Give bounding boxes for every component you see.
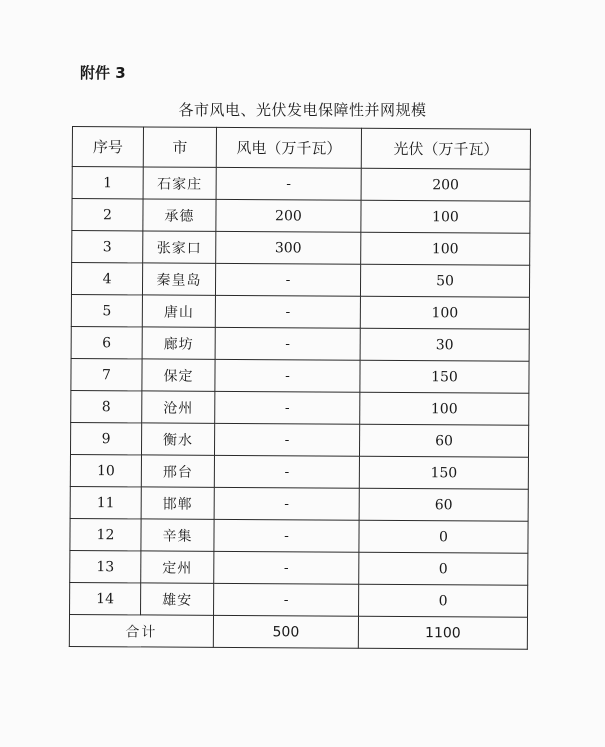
city-cell: 沧州 <box>142 391 215 423</box>
serial-number-cell: 2 <box>72 199 143 231</box>
solar-power-cell: 60 <box>359 424 528 457</box>
table-row <box>71 390 529 425</box>
total-wind: 500 <box>213 615 358 648</box>
wind-power-cell: - <box>214 519 359 552</box>
table-row <box>70 422 528 457</box>
wind-power-cell: - <box>215 263 360 296</box>
serial-number-cell: 3 <box>72 231 143 263</box>
city-cell: 定州 <box>141 551 214 583</box>
wind-power-cell: - <box>215 391 360 424</box>
serial-number-cell: 6 <box>71 326 142 358</box>
city-cell: 承德 <box>143 199 216 231</box>
city-cell: 邯郸 <box>141 487 214 519</box>
total-row <box>69 614 527 649</box>
table-header <box>72 127 530 170</box>
solar-power-cell: 50 <box>360 264 529 297</box>
serial-number-cell: 12 <box>70 518 141 550</box>
solar-power-cell: 150 <box>360 360 529 393</box>
document-title: 各市风电、光伏发电保障性并网规模 <box>178 101 427 119</box>
serial-number-cell: 5 <box>71 294 142 326</box>
solar-power-cell: 60 <box>359 488 528 521</box>
serial-number-cell: 11 <box>70 486 141 518</box>
header-serial-number: 序号 <box>72 127 143 167</box>
city-cell: 秦皇岛 <box>142 263 215 295</box>
header-row <box>72 127 530 170</box>
solar-power-cell: 100 <box>361 232 530 265</box>
city-cell: 保定 <box>142 359 215 391</box>
serial-number-cell: 7 <box>71 358 142 390</box>
serial-number-cell: 1 <box>72 167 143 199</box>
table-row <box>72 167 530 202</box>
serial-number-cell: 8 <box>71 390 142 422</box>
solar-power-cell: 100 <box>360 296 529 329</box>
table-row <box>72 231 530 266</box>
table-body <box>70 167 531 618</box>
table-row <box>71 294 529 329</box>
wind-power-cell: 300 <box>216 231 361 264</box>
wind-power-cell: - <box>214 487 359 520</box>
serial-number-cell: 10 <box>70 454 141 486</box>
solar-power-cell: 0 <box>359 520 528 553</box>
table-row <box>71 358 529 393</box>
solar-power-cell: 150 <box>359 456 528 489</box>
city-cell: 唐山 <box>142 295 215 327</box>
table-row <box>72 199 530 234</box>
wind-power-cell: - <box>216 167 361 200</box>
grid-scale-table <box>69 126 531 650</box>
table-row <box>70 518 528 553</box>
header-city: 市 <box>143 127 216 167</box>
wind-power-cell: 200 <box>216 199 361 232</box>
city-cell: 辛集 <box>141 519 214 551</box>
wind-power-cell: - <box>215 359 360 392</box>
table-row <box>70 550 528 585</box>
header-solar-power: 光伏（万千瓦） <box>361 128 530 169</box>
wind-power-cell: - <box>214 455 359 488</box>
wind-power-cell: - <box>215 327 360 360</box>
table-row <box>70 454 528 489</box>
solar-power-cell: 0 <box>359 584 528 617</box>
city-cell: 廊坊 <box>142 327 215 359</box>
wind-power-cell: - <box>214 583 359 616</box>
city-cell: 雄安 <box>141 583 214 615</box>
serial-number-cell: 13 <box>70 550 141 582</box>
attachment-label: 附件 3 <box>80 64 126 82</box>
solar-power-cell: 100 <box>360 392 529 425</box>
solar-power-cell: 100 <box>361 200 530 233</box>
wind-power-cell: - <box>214 551 359 584</box>
wind-power-cell: - <box>215 295 360 328</box>
solar-power-cell: 0 <box>359 552 528 585</box>
serial-number-cell: 9 <box>70 422 141 454</box>
city-cell: 衡水 <box>141 423 214 455</box>
city-cell: 邢台 <box>141 455 214 487</box>
total-label: 合计 <box>69 614 213 647</box>
solar-power-cell: 30 <box>360 328 529 361</box>
table-row <box>70 582 528 617</box>
table-row <box>71 263 529 298</box>
total-solar: 1100 <box>358 616 527 649</box>
city-cell: 石家庄 <box>143 167 216 199</box>
table-row <box>70 486 528 521</box>
header-wind-power: 风电（万千瓦） <box>216 127 361 168</box>
table-row <box>71 326 529 361</box>
table-footer <box>69 614 527 649</box>
serial-number-cell: 4 <box>71 263 142 295</box>
serial-number-cell: 14 <box>70 582 141 614</box>
solar-power-cell: 200 <box>361 168 530 201</box>
wind-power-cell: - <box>214 423 359 456</box>
city-cell: 张家口 <box>143 231 216 263</box>
